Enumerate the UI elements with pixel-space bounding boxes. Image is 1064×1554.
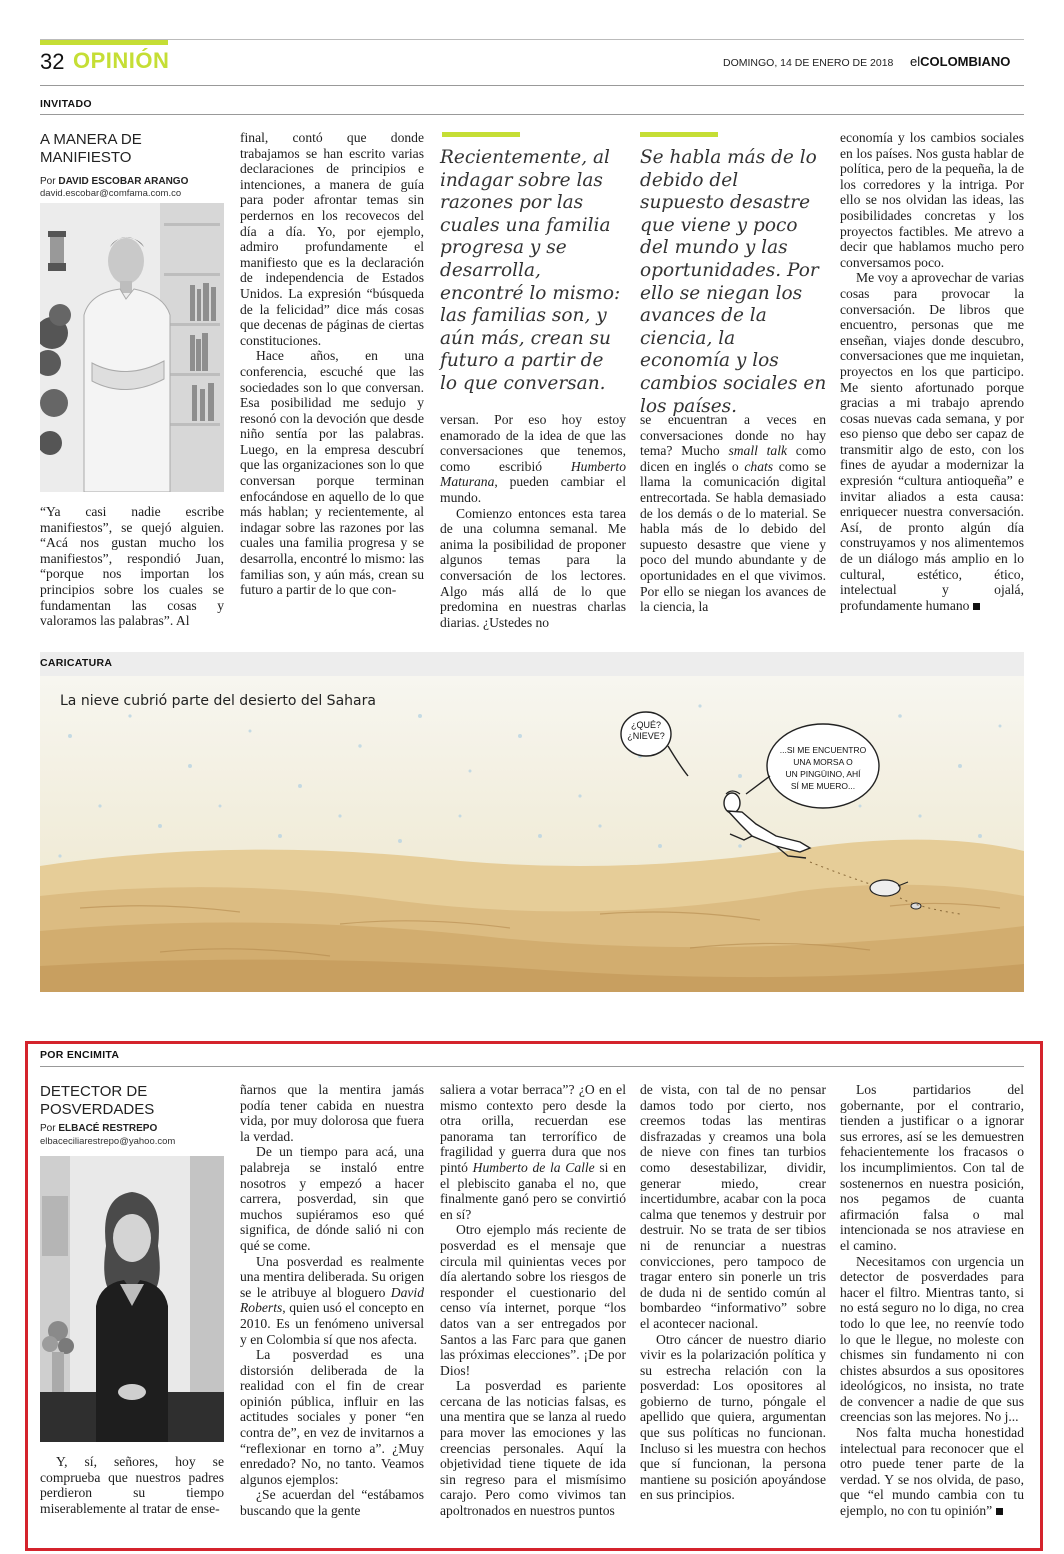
author-photo-illustration xyxy=(40,1156,224,1442)
paragraph: Otro cáncer de nuestro diario vivir es la polarización política y su estrecha relación con la posverdad: Los opositores al gobierno de turno, póngale el apellido que quiera, argumentan que sus políticas no funcionan. Incluso si les muestra con hechos que sí funcionan, la persona mantiene su posición apoyándose en sus principios. xyxy=(640,1331,826,1503)
byline xyxy=(40,176,188,188)
bubble-text: SÍ ME MUERO... xyxy=(790,781,856,791)
quote-accent-bar xyxy=(640,132,718,137)
emphasis: Humberto de la Calle xyxy=(472,1159,595,1175)
headline-line-1: A MANERA DE xyxy=(40,131,142,148)
text-run: Me voy a aprovechar de varias cosas para provocar la conversación. De libros que encuentro, personas que me enseñan, viajes donde descubro, conversaciones que me inquietan, proyectos en los que participo. Me siento afortunado porque gracias a mi trabajo aprendo cosas nuevas cada semana, y por eso pienso que debo ser capaz de transmitir algo de esto, con los fines de ayudar a modernizar la expresión “cultura antioqueña” e invitar aliados a esta causa: enriquecer nuestra conversación. Así, de pronto algún día construyamos y nos alimentemos de un diálogo más amplio en lo cultural, estético, ético, intelectual y ojalá, profundamente humano xyxy=(840,270,1024,613)
pull-quote: Recientemente, al indagar sobre las razones por las cuales una familia progresa y se desarrolla, encontré lo mismo: las familias son, y aún más, crean su futuro a partir de lo que conversan. xyxy=(440,147,621,394)
emphasis: chats xyxy=(744,458,774,474)
article-headline xyxy=(40,131,230,167)
text-run: Nos falta mucha honestidad intelectual para reconocer que el otro puede tener parte de la verdad. Y se nos olvida, de paso, que “el mundo cambia con tu ejemplo, no con tu opinión” xyxy=(840,1425,1024,1519)
text-run: se encuentran a veces en conversaciones donde no hay tema? Mucho xyxy=(640,412,826,459)
invitado-column-5 xyxy=(840,130,1024,613)
paragraph: economía y los cambios sociales en los países. Nos gusta hablar de política, pero de la pequeña, la de los corredores y la intriga. Por ello se nos olvidan las ideas, las posibilidades concretas y los proyectos factibles. Me atrevo a decir que hablamos mucho pero conversamos poco. xyxy=(840,130,1024,270)
encimita-column-5 xyxy=(840,1082,1024,1519)
bubble-text: UNA MORSA O xyxy=(793,757,853,767)
invitado-column-4 xyxy=(640,412,826,615)
brand-logo xyxy=(910,54,1010,69)
pull-quote: Se habla más de lo debido del supuesto desastre que viene y poco del mundo y las oportunidades. Por ello se niegan los avances de la ciencia, la economía y los cambios sociales en los países. xyxy=(640,147,827,417)
speech-bubble-2 xyxy=(768,744,878,792)
article-headline xyxy=(40,1083,230,1119)
paragraph: Otro ejemplo más reciente de posverdad es el mensaje que circula mil quinientas veces por día alertando sobre los riesgos de responder el cuestionario del censo vía internet, porque “los datos van a ser entregados por Santos a las Farc para que ganen las próximas elecciones”. ¡De por Dios! xyxy=(440,1222,626,1378)
text-run: versan. Por eso hoy estoy enamorado de la idea de que las conversaciones que tenemos, como escribió xyxy=(440,412,626,474)
author-email[interactable]: david.escobar@comfama.com.co xyxy=(40,188,182,199)
invitado-column-2 xyxy=(240,130,424,598)
paragraph: La posverdad es pariente cercana de las noticias falsas, es una mentira que se lanza al ruedo para mover las emociones y las creencias personales. Aquí la objetividad tiene tiquete de ida sin regreso para el mismísimo carajo. Pero como vivimos tan apoltronados en nuestros puntos xyxy=(440,1378,626,1519)
quote-accent-bar xyxy=(442,132,520,137)
bubble-text: ...SI ME ENCUENTRO xyxy=(779,745,867,755)
invitado-column-3 xyxy=(440,412,626,630)
section-label-caricatura: CARICATURA xyxy=(40,657,113,669)
cartoon-caption: La nieve cubrió parte del desierto del Sahara xyxy=(60,693,376,709)
paragraph: Hace años, en una conferencia, escuché que las sociedades son lo que conversan. Esa posibilidad me sedujo y resonó con la devoción que desde niño sentía por las palabras. Luego, en la empresa descubrí que las organizaciones son lo que conversan porque terminan enfocándose en aquello de lo que más hablan; y recientemente, al indagar sobre las razones por las cuales una familia progresa y se desarrolla, encontré lo mismo: las familias son, y aún más, crean su futuro a partir de lo que con- xyxy=(240,348,424,598)
section-title: OPINIÓN xyxy=(73,48,170,73)
brand-name: COLOMBIANO xyxy=(920,54,1011,69)
paragraph: De un tiempo para acá, una palabreja se instaló entre nosotros y empezó a hacer carrera, posverdad, sin que muchos supiéramos eso qué significa, de dónde salió ni con qué se come. xyxy=(240,1144,424,1253)
caricatura-header xyxy=(40,652,1024,676)
paragraph: Los partidarios del gobernante, por el contrario, tienden a justificar o a ignorar sus errores, así se les demuestren fehacientemente los fracasos o los incumplimientos. Con tal de sostenernos en nuestra posición, nos pegamos de cuanta afirmación falsa o mal intencionada se nos atraviese en el camino. xyxy=(840,1082,1024,1253)
author-photo-illustration xyxy=(40,203,224,492)
author-name: ELBACÉ RESTREPO xyxy=(58,1123,158,1134)
headline-line-1: DETECTOR DE xyxy=(40,1083,148,1100)
paragraph xyxy=(840,1425,1024,1519)
paragraph: Necesitamos con urgencia un detector de posverdades para hacer el filtro. Mientras tanto, si no está seguro no lo diga, no crea todo lo que lee, no reenvíe todo lo que le llegue, no moleste con chismes sin fundamento ni con chistes absurdos a sus opositores ideológicos, no insista, no trate de convencer a nadie de que sus creencias son las mejores. No j... xyxy=(840,1253,1024,1425)
paragraph xyxy=(440,1082,626,1222)
paragraph xyxy=(240,1254,424,1348)
emphasis: small talk xyxy=(728,443,788,459)
page-number: 32 xyxy=(40,49,65,74)
bubble-text: UN PINGÜINO, AHÍ xyxy=(785,769,861,779)
byline-por: Por xyxy=(40,176,56,187)
paragraph: final, contó que donde trabajamos se han escrito varias declaraciones de principios e intenciones, a manera de guía para poder afrontar temas sin perdernos en los recovecos del día a día. Yo, por ejemplo, admiro profundamente el manifiesto que es la declaración de independencia de Estados Unidos. La expresión “búsqueda de la felicidad” dice más cosas que decenas de páginas de ciertas constituciones. xyxy=(240,130,424,348)
emphasis: Humberto Maturana xyxy=(440,458,626,490)
header-rule xyxy=(40,85,1024,86)
invitado-rule xyxy=(40,114,1024,115)
invitado-column-1 xyxy=(40,504,224,629)
byline xyxy=(40,1123,157,1135)
text-run: Una posverdad es realmente una mentira deliberada. Su origen se le atribuye al bloguero xyxy=(240,1253,424,1300)
paragraph xyxy=(840,270,1024,613)
byline-por: Por xyxy=(40,1123,56,1134)
paragraph: ñarnos que la mentira jamás podía tener cabida en nuestra vida, por muy dolorosa que fuera la verdad. xyxy=(240,1082,424,1144)
paragraph xyxy=(440,412,626,506)
section-label-encimita: POR ENCIMITA xyxy=(40,1049,120,1061)
author-photo xyxy=(40,203,224,492)
speech-bubble-1 xyxy=(621,720,671,742)
text-run: si en el plebiscito ganaba el no, que finalmente ganó pero se convirtió en sí? xyxy=(440,1159,626,1222)
paragraph: ¿Se acuerdan del “estábamos buscando que la gente xyxy=(240,1487,424,1519)
page-header xyxy=(40,40,1024,76)
cartoon xyxy=(40,676,1024,992)
text-run: como dicen en inglés o xyxy=(640,443,826,474)
end-mark xyxy=(996,1508,1003,1515)
paragraph: Comienzo entonces esta tarea de una columna semanal. Me anima la posibilidad de proponer algunos temas para la conversación de los lectores. Algo más allá de lo que predomina en nuestras charlas diarias. ¿Ustedes no xyxy=(440,505,626,630)
encimita-column-1 xyxy=(40,1454,224,1516)
section-label-invitado: INVITADO xyxy=(40,98,92,110)
header-accent-bar xyxy=(40,40,168,45)
headline-line-2: POSVERDADES xyxy=(40,1101,155,1118)
text-run: como se llama la comunicación digital entrecortada. Se habla demasiado de los demás o de lo material. Se habla más de lo debido del supuesto desastre que viene y poco del mundo abundante y de oportunidades en el que vivimos. Por ello se niegan los avances de la ciencia, la xyxy=(640,458,826,615)
brand-prefix: el xyxy=(910,54,921,69)
page-date: DOMINGO, 14 DE ENERO DE 2018 xyxy=(723,57,894,69)
author-photo xyxy=(40,1156,224,1442)
encimita-rule xyxy=(40,1066,1024,1067)
cartoon-illustration xyxy=(40,676,1024,992)
paragraph: de vista, con tal de no pensar damos todo por cierto, nos creemos todas las mentiras disfrazadas y creamos una bola de nieve con fines tan turbios como desestabilizar, dividir, generar miedo, crear incertidumbre, acabar con la poca calma que tenemos y destruir por destruir. No se trata de ser tibios ni de renunciar a nuestras convicciones, pero tampoco de tragar entero sin ponerle un tris de duda ni de sentido común al bombardeo “informativo” sobre el acontecer nacional. xyxy=(640,1082,826,1331)
emphasis: David Roberts xyxy=(240,1284,424,1316)
encimita-column-2 xyxy=(240,1082,424,1519)
author-name: DAVID ESCOBAR ARANGO xyxy=(58,176,189,187)
end-mark xyxy=(973,603,980,610)
paragraph: “Ya casi nadie escribe manifiestos”, se quejó alguien. “Acá nos gustan mucho los manifiestos”, respondió Juan, “porque nos importan los principios sobre los cuales se fundamentan las cosas y valoramos las palabras”. Al xyxy=(40,504,224,629)
text-run: , pueden cambiar el mundo. xyxy=(440,474,626,505)
paragraph: Y, sí, señores, hoy se comprueba que nuestros padres perdieron su tiempo miserablemente al tratar de ense- xyxy=(40,1454,224,1516)
paragraph xyxy=(640,412,826,615)
headline-line-2: MANIFIESTO xyxy=(40,149,132,166)
bubble-text: ¿QUÉ? xyxy=(630,720,661,730)
author-email[interactable]: elbaceciliarestrepo@yahoo.com xyxy=(40,1136,176,1147)
encimita-column-4 xyxy=(640,1082,826,1503)
text-run: saliera a votar berraca”? ¿O en el mismo contexto pero desde la otra orilla, recuerdan ese panorama tan terrorífico de fragilidad y guerra dura que nos pintó xyxy=(440,1082,626,1175)
paragraph: La posverdad es una distorsión deliberada de la realidad con el fin de crear opinión pública, influir en las actitudes sociales y poner “en contra de”, en vez de invitarnos a “reflexionar en torno a”. ¿Muy enredado? No, no tanto. Veamos algunos ejemplos: xyxy=(240,1347,424,1487)
encimita-column-3 xyxy=(440,1082,626,1519)
text-run: , quien usó el concepto en 2010. Es un fenómeno universal y en Colombia sí que nos afecta. xyxy=(240,1300,424,1347)
bubble-text: ¿NIEVE? xyxy=(627,731,665,741)
